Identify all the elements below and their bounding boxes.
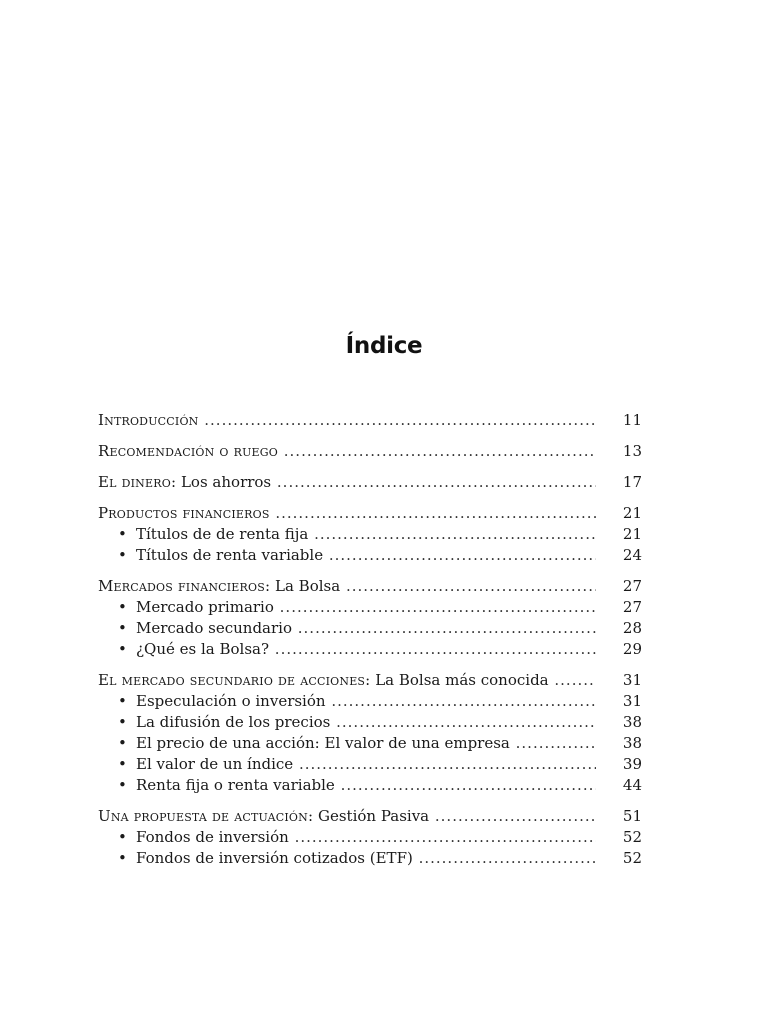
page-title: Índice: [345, 333, 423, 360]
toc-page-number: 38: [622, 734, 642, 752]
toc-item-label: Mercado primario: [136, 598, 274, 616]
bullet-icon: •: [118, 776, 127, 794]
toc-item: [98, 754, 642, 775]
toc-item-label: La difusión de los precios: [136, 713, 331, 731]
toc-item-text: [118, 545, 596, 566]
toc-page-number: 28: [622, 619, 642, 637]
bullet-icon: •: [118, 640, 127, 658]
toc-page-number: 39: [622, 755, 642, 773]
toc-heading-rest: La Bolsa más conocida: [370, 671, 549, 689]
toc-heading-smallcaps: Una propuesta de actuación:: [98, 807, 314, 825]
toc-item-text: [118, 691, 596, 712]
toc-page-number: 52: [622, 828, 642, 846]
toc-heading-smallcaps: El dinero:: [98, 473, 177, 491]
toc-heading-text: [98, 576, 596, 597]
toc-heading-text: [98, 670, 596, 691]
table-of-contents: [98, 410, 642, 879]
toc-item-label: El valor de un índice: [136, 755, 294, 773]
toc-heading: [98, 806, 642, 827]
bullet-icon: •: [118, 734, 127, 752]
toc-item: [98, 775, 642, 796]
toc-item: [98, 545, 642, 566]
toc-item: [98, 712, 642, 733]
toc-item-text: [118, 848, 596, 869]
toc-page-number: 29: [622, 640, 642, 658]
toc-page-number: 52: [622, 849, 642, 867]
toc-item-text: [118, 618, 596, 639]
bullet-icon: •: [118, 849, 127, 867]
toc-heading-text: [98, 472, 596, 493]
toc-heading-text: [98, 410, 596, 431]
toc-page-number: 21: [622, 525, 642, 543]
toc-page-number: 31: [622, 671, 642, 689]
toc-heading-rest: Gestión Pasiva: [313, 807, 430, 825]
toc-heading-rest: Los ahorros: [176, 473, 272, 491]
toc-page-number: 38: [622, 713, 642, 731]
toc-item-label: Títulos de renta variable: [136, 546, 324, 564]
toc-heading-smallcaps: Productos financieros: [98, 504, 270, 522]
toc-heading: [98, 441, 642, 462]
toc-item-label: Renta fija o renta variable: [136, 776, 335, 794]
toc-item-label: El precio de una acción: El valor de una empresa: [136, 734, 510, 752]
toc-page-number: 31: [622, 692, 642, 710]
toc-section: [98, 503, 642, 566]
toc-item-label: Especulación o inversión: [136, 692, 326, 710]
bullet-icon: •: [118, 828, 127, 846]
toc-page-number: 21: [622, 504, 642, 522]
toc-item-label: Fondos de inversión: [136, 828, 289, 846]
toc-heading-smallcaps: Introducción: [98, 411, 199, 429]
toc-item-label: Mercado secundario: [136, 619, 292, 637]
toc-heading-smallcaps: Mercados financieros:: [98, 577, 271, 595]
toc-section: [98, 576, 642, 660]
toc-page-number: 17: [622, 473, 642, 491]
toc-page-number: 27: [622, 598, 642, 616]
bullet-icon: •: [118, 546, 127, 564]
bullet-icon: •: [118, 598, 127, 616]
toc-item-text: [118, 597, 596, 618]
toc-item: [98, 618, 642, 639]
toc-page-number: 27: [622, 577, 642, 595]
toc-heading: [98, 576, 642, 597]
bullet-icon: •: [118, 692, 127, 710]
toc-item: [98, 597, 642, 618]
toc-item: [98, 691, 642, 712]
bullet-icon: •: [118, 525, 127, 543]
bullet-icon: •: [118, 713, 127, 731]
toc-heading: [98, 503, 642, 524]
toc-section: [98, 410, 642, 431]
toc-heading-text: [98, 503, 596, 524]
toc-item-label: ¿Qué es la Bolsa?: [136, 640, 270, 658]
toc-item-label: Fondos de inversión cotizados (ETF): [136, 849, 413, 867]
toc-item-text: [118, 827, 596, 848]
bullet-icon: •: [118, 755, 127, 773]
toc-item-label: Títulos de de renta fija: [136, 525, 309, 543]
toc-heading: [98, 670, 642, 691]
toc-section: [98, 670, 642, 796]
toc-page-number: 44: [622, 776, 642, 794]
toc-item-text: [118, 754, 596, 775]
toc-page-number: 51: [622, 807, 642, 825]
toc-item-text: [118, 733, 596, 754]
toc-item-text: [118, 524, 596, 545]
toc-section: [98, 806, 642, 869]
toc-page-number: 24: [622, 546, 642, 564]
toc-heading-text: [98, 806, 596, 827]
toc-heading-smallcaps: Recomendación o ruego: [98, 442, 278, 460]
toc-heading: [98, 472, 642, 493]
toc-heading-text: [98, 441, 596, 462]
toc-item: [98, 827, 642, 848]
toc-item-text: [118, 639, 596, 660]
toc-item-text: [118, 712, 596, 733]
toc-heading-rest: La Bolsa: [270, 577, 341, 595]
toc-item-text: [118, 775, 596, 796]
toc-page-number: 11: [622, 411, 642, 429]
toc-page-number: 13: [622, 442, 642, 460]
toc-item: [98, 524, 642, 545]
toc-section: [98, 472, 642, 493]
toc-item: [98, 733, 642, 754]
toc-section: [98, 441, 642, 462]
toc-item: [98, 848, 642, 869]
bullet-icon: •: [118, 619, 127, 637]
toc-heading-smallcaps: El mercado secundario de acciones:: [98, 671, 371, 689]
toc-item: [98, 639, 642, 660]
toc-heading: [98, 410, 642, 431]
